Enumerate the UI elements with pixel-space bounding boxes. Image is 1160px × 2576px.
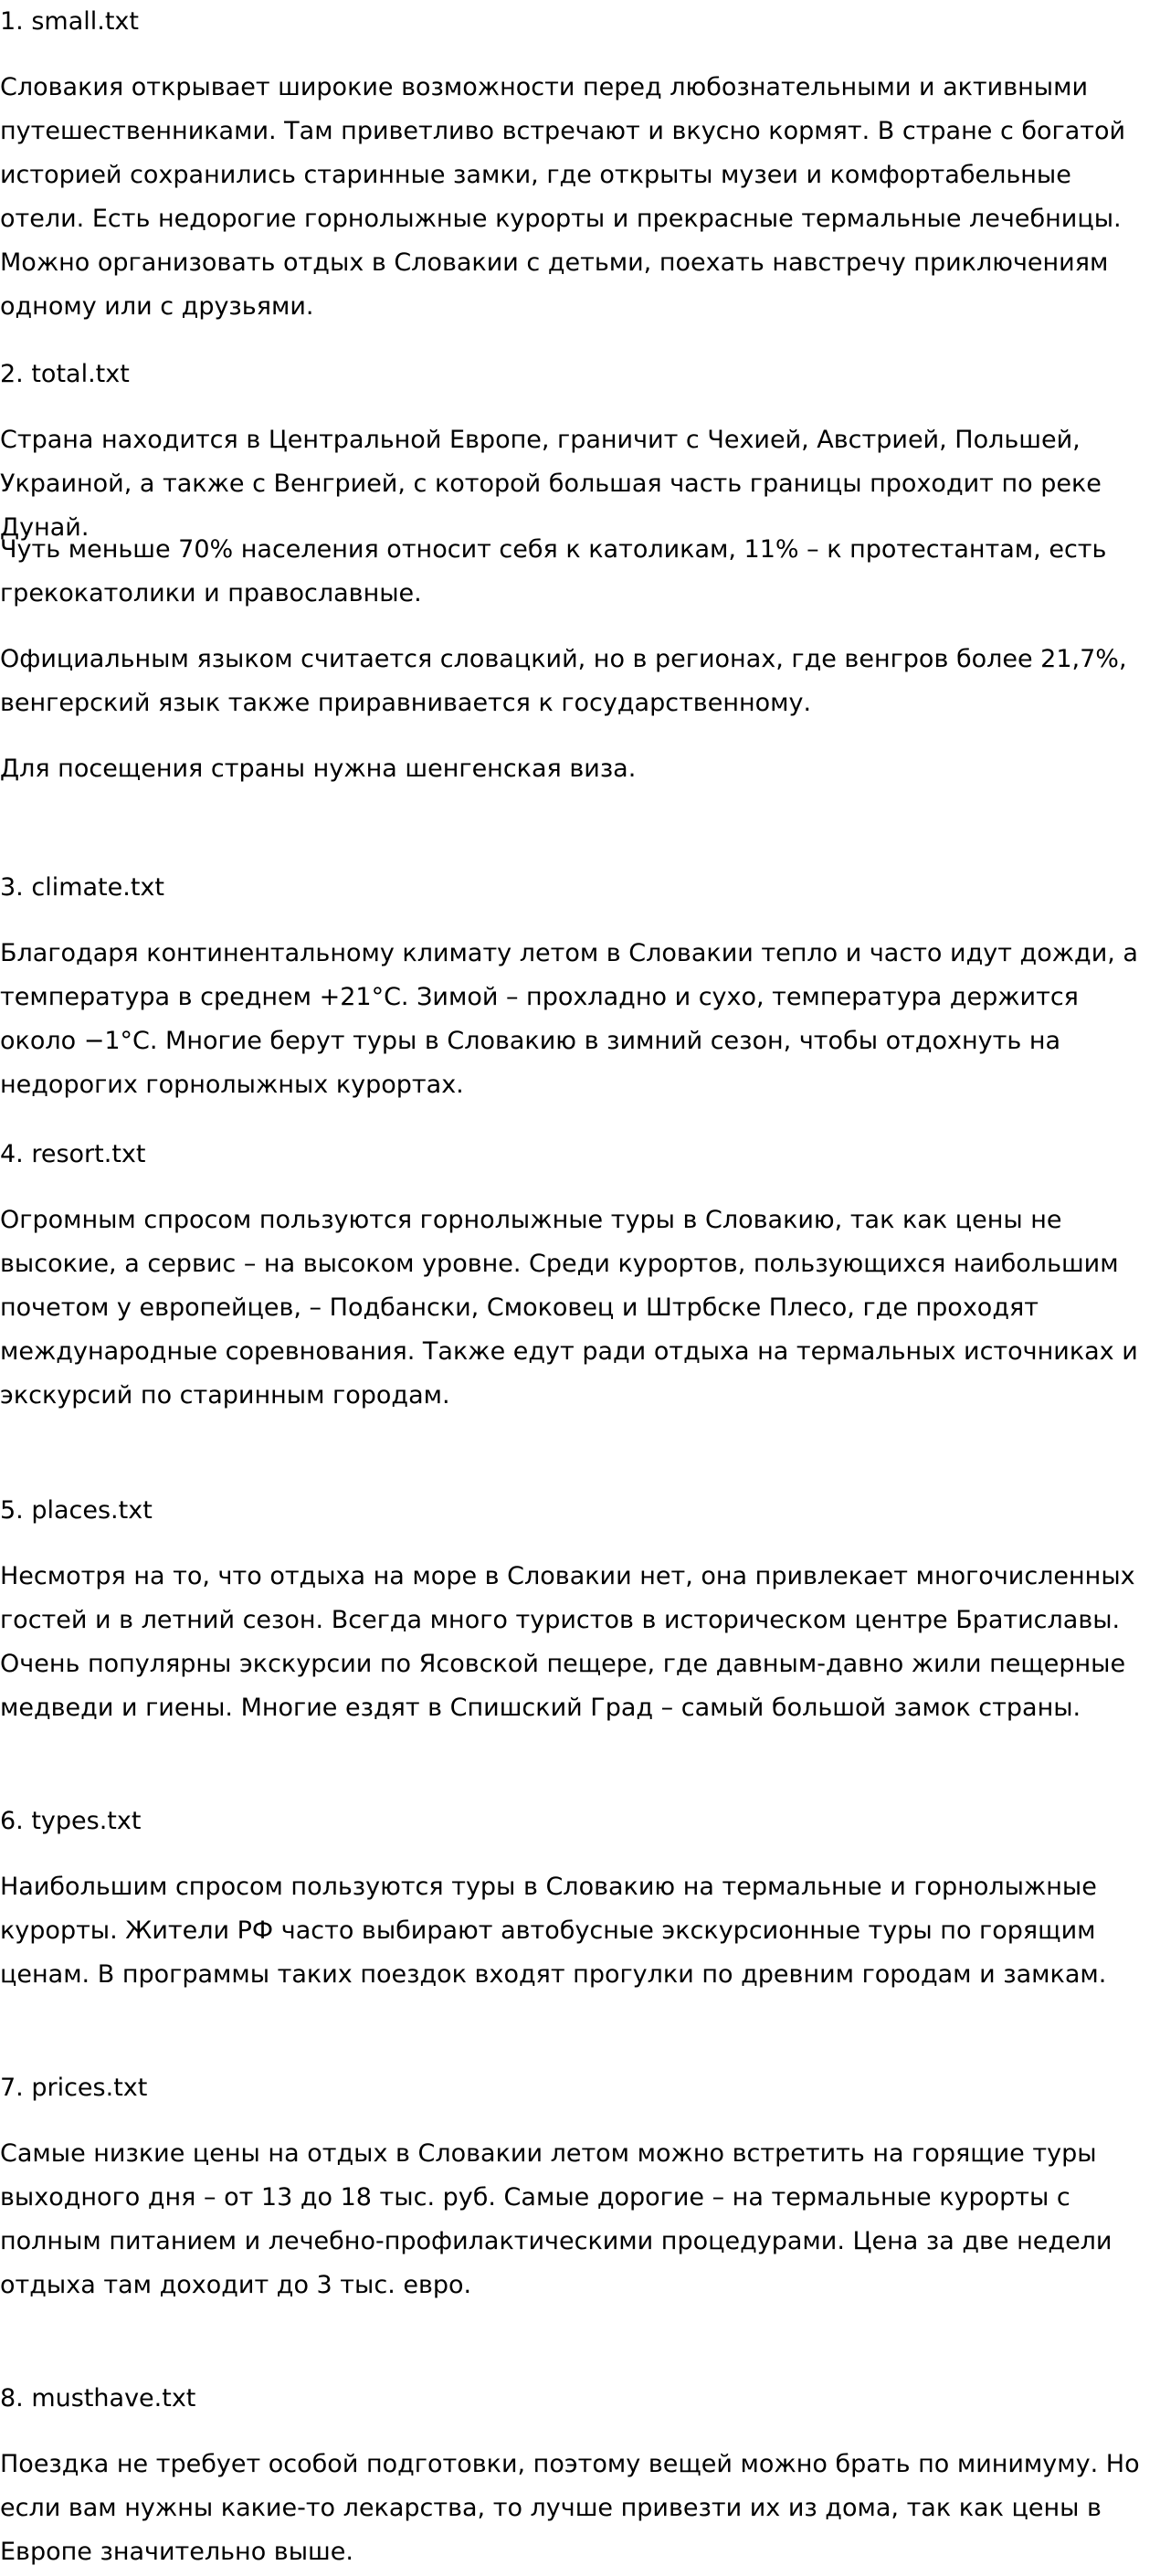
section-title-places: 5. places.txt <box>0 1496 153 1525</box>
section-paragraph: Благодаря континентальному климату летом в Словакии тепло и часто идут дожди, а температура в среднем +21°C. Зимой – прохладно и сухо, температура держится около −1°C. Многие берут туры в Словакию в зимний сезон, чтобы отдохнуть на недорогих горнолыжных курортах. <box>0 939 1138 1099</box>
section-title-types: 6. types.txt <box>0 1807 142 1835</box>
section-paragraph: Страна находится в Центральной Европе, граничит с Чехией, Австрией, Польшей, Украиной, а также с Венгрией, с которой большая часть границы проходит по реке Дунай. <box>0 426 1102 542</box>
section-title-small: 1. small.txt <box>0 7 139 36</box>
section-paragraph: Несмотря на то, что отдыха на море в Словакии нет, она привлекает многочисленных гостей и в летний сезон. Всегда много туристов в историческом центре Братиславы. Очень популярны экскурсии по Ясовской пещере, где давным-давно жили пещерные медведи и гиены. Многие ездят в Спишский Град – самый большой замок страны. <box>0 1562 1135 1722</box>
section-paragraph: Чуть меньше 70% населения относит себя к католикам, 11% – к протестантам, есть грекокатолики и православные. <box>0 535 1107 607</box>
section-paragraph: Официальным языком считается словацкий, но в регионах, где венгров более 21,7%, венгерский язык также приравнивается к государственному. <box>0 645 1127 717</box>
section-paragraph: Словакия открывает широкие возможности перед любознательными и активными путешественниками. Там приветливо встречают и вкусно кормят. В стране с богатой историей сохранились старинные замки, где открыты музеи и комфортабельные отели. Есть недорогие горнолыжные курорты и прекрасные термальные лечебницы. Можно организовать отдых в Словакии с детьми, поехать навстречу приключениям одному или с друзьями. <box>0 73 1126 321</box>
section-title-resort: 4. resort.txt <box>0 1140 146 1168</box>
section-paragraph: Для посещения страны нужна шенгенская виза. <box>0 755 637 783</box>
section-title-prices: 7. prices.txt <box>0 2074 148 2102</box>
section-paragraph: Наибольшим спросом пользуются туры в Словакию на термальные и горнолыжные курорты. Жители РФ часто выбирают автобусные экскурсионные туры по горящим ценам. В программы таких поездок входят прогулки по древним городам и замкам. <box>0 1873 1107 1989</box>
section-title-musthave: 8. musthave.txt <box>0 2384 196 2412</box>
section-paragraph: Самые низкие цены на отдых в Словакии летом можно встретить на горящие туры выходного дня – от 13 до 18 тыс. руб. Самые дорогие – на термальные курорты с полным питанием и лечебно-профилактическими процедурами. Цена за две недели отдыха там доходит до 3 тыс. евро. <box>0 2139 1113 2299</box>
section-paragraph: Огромным спросом пользуются горнолыжные туры в Словакию, так как цены не высокие, а сервис – на высоком уровне. Среди курортов, пользующихся наибольшим почетом у европейцев, – Подбански, Смоковец и Штрбске Плесо, где проходят международные соревнования. Также едут ради отдыха на термальных источниках и экскурсий по старинным городам. <box>0 1206 1138 1409</box>
section-title-climate: 3. climate.txt <box>0 873 164 902</box>
section-title-total: 2. total.txt <box>0 360 130 388</box>
section-paragraph: Поездка не требует особой подготовки, поэтому вещей можно брать по минимуму. Но если вам нужны какие-то лекарства, то лучше привезти их из дома, так как цены в Европе значительно выше. <box>0 2450 1140 2566</box>
